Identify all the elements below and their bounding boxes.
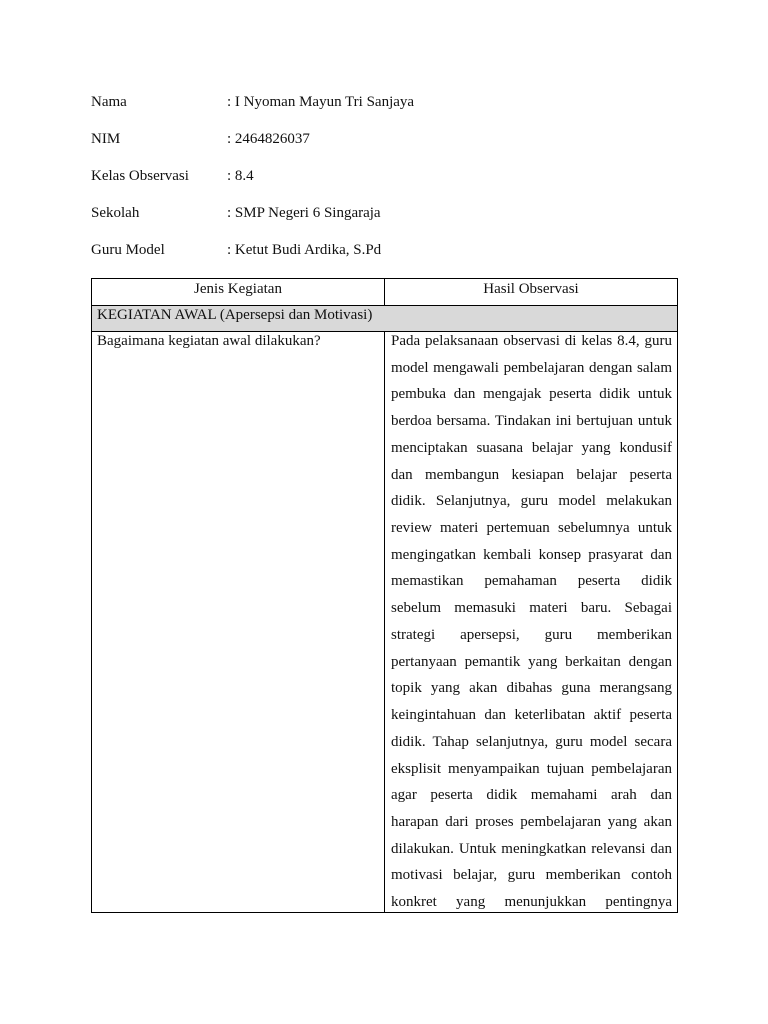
info-label: Sekolah — [91, 205, 140, 221]
info-value: : 8.4 — [227, 168, 254, 184]
answer-text-line: berdoa bersama. Tindakan ini bertujuan untuk — [391, 413, 672, 430]
answer-text-line: harapan dari proses pembelajaran yang akan — [391, 813, 672, 830]
info-label: Kelas Observasi — [91, 168, 189, 184]
table-row — [92, 332, 677, 912]
info-row-nama — [91, 92, 591, 112]
info-row-nim — [91, 129, 591, 149]
question-cell: Bagaimana kegiatan awal dilakukan? — [92, 332, 385, 912]
answer-text-line: eksplisit menyampaikan tujuan pembelajaran — [391, 760, 672, 777]
answer-text-line: sebelum memasuki materi baru. Sebagai — [391, 600, 672, 617]
info-row-kelas-observasi — [91, 166, 591, 186]
answer-text-line: memastikan pemahaman peserta didik — [391, 573, 672, 590]
answer-cell — [385, 332, 677, 912]
answer-text-line: motivasi belajar, guru memberikan contoh — [391, 867, 672, 884]
answer-text-line: mengingatkan kembali konsep prasyarat dan — [391, 546, 672, 563]
answer-text-line: topik yang akan dibahas guna merangsang — [391, 680, 672, 697]
answer-text-line: didik. Tahap selanjutnya, guru model secara — [391, 733, 672, 750]
column-header-jenis-kegiatan: Jenis Kegiatan — [92, 279, 385, 305]
answer-text-line: keingintahuan dan keterlibatan aktif peserta — [391, 707, 672, 724]
info-row-sekolah — [91, 203, 591, 223]
info-value: : 2464826037 — [227, 131, 310, 147]
info-label: Nama — [91, 94, 127, 110]
answer-text-line: dilakukan. Untuk meningkatkan relevansi dan — [391, 840, 672, 857]
answer-text-line: didik. Selanjutnya, guru model melakukan — [391, 493, 672, 510]
info-value: : I Nyoman Mayun Tri Sanjaya — [227, 94, 415, 110]
answer-text-line: review materi pertemuan sebelumnya untuk — [391, 520, 672, 537]
answer-text-line: pertanyaan pemantik yang berkaitan dengan — [391, 653, 672, 670]
answer-text-line: pembuka dan mengajak peserta didik untuk — [391, 386, 672, 403]
section-title-row: KEGIATAN AWAL (Apersepsi dan Motivasi) — [92, 306, 677, 332]
table-header-row — [92, 279, 677, 306]
answer-text-line: strategi apersepsi, guru memberikan — [391, 626, 672, 643]
answer-text-line: model mengawali pembelajaran dengan salam — [391, 359, 672, 376]
column-header-hasil-observasi: Hasil Observasi — [483, 281, 579, 297]
answer-text-line: konkret yang menunjukkan pentingnya — [391, 894, 672, 911]
answer-text-line: dan membangun kesiapan belajar peserta — [391, 466, 672, 483]
info-label: NIM — [91, 131, 121, 147]
info-value: : Ketut Budi Ardika, S.Pd — [227, 242, 382, 258]
info-row-guru-model — [91, 240, 591, 260]
answer-text-line: menciptakan suasana belajar yang kondusif — [391, 439, 672, 456]
observation-table — [91, 278, 678, 913]
answer-text-line: Pada pelaksanaan observasi di kelas 8.4, guru — [391, 333, 672, 349]
info-value: : SMP Negeri 6 Singaraja — [227, 205, 381, 221]
answer-text-line: agar peserta didik memahami arah dan — [391, 787, 672, 804]
info-label: Guru Model — [91, 242, 165, 258]
